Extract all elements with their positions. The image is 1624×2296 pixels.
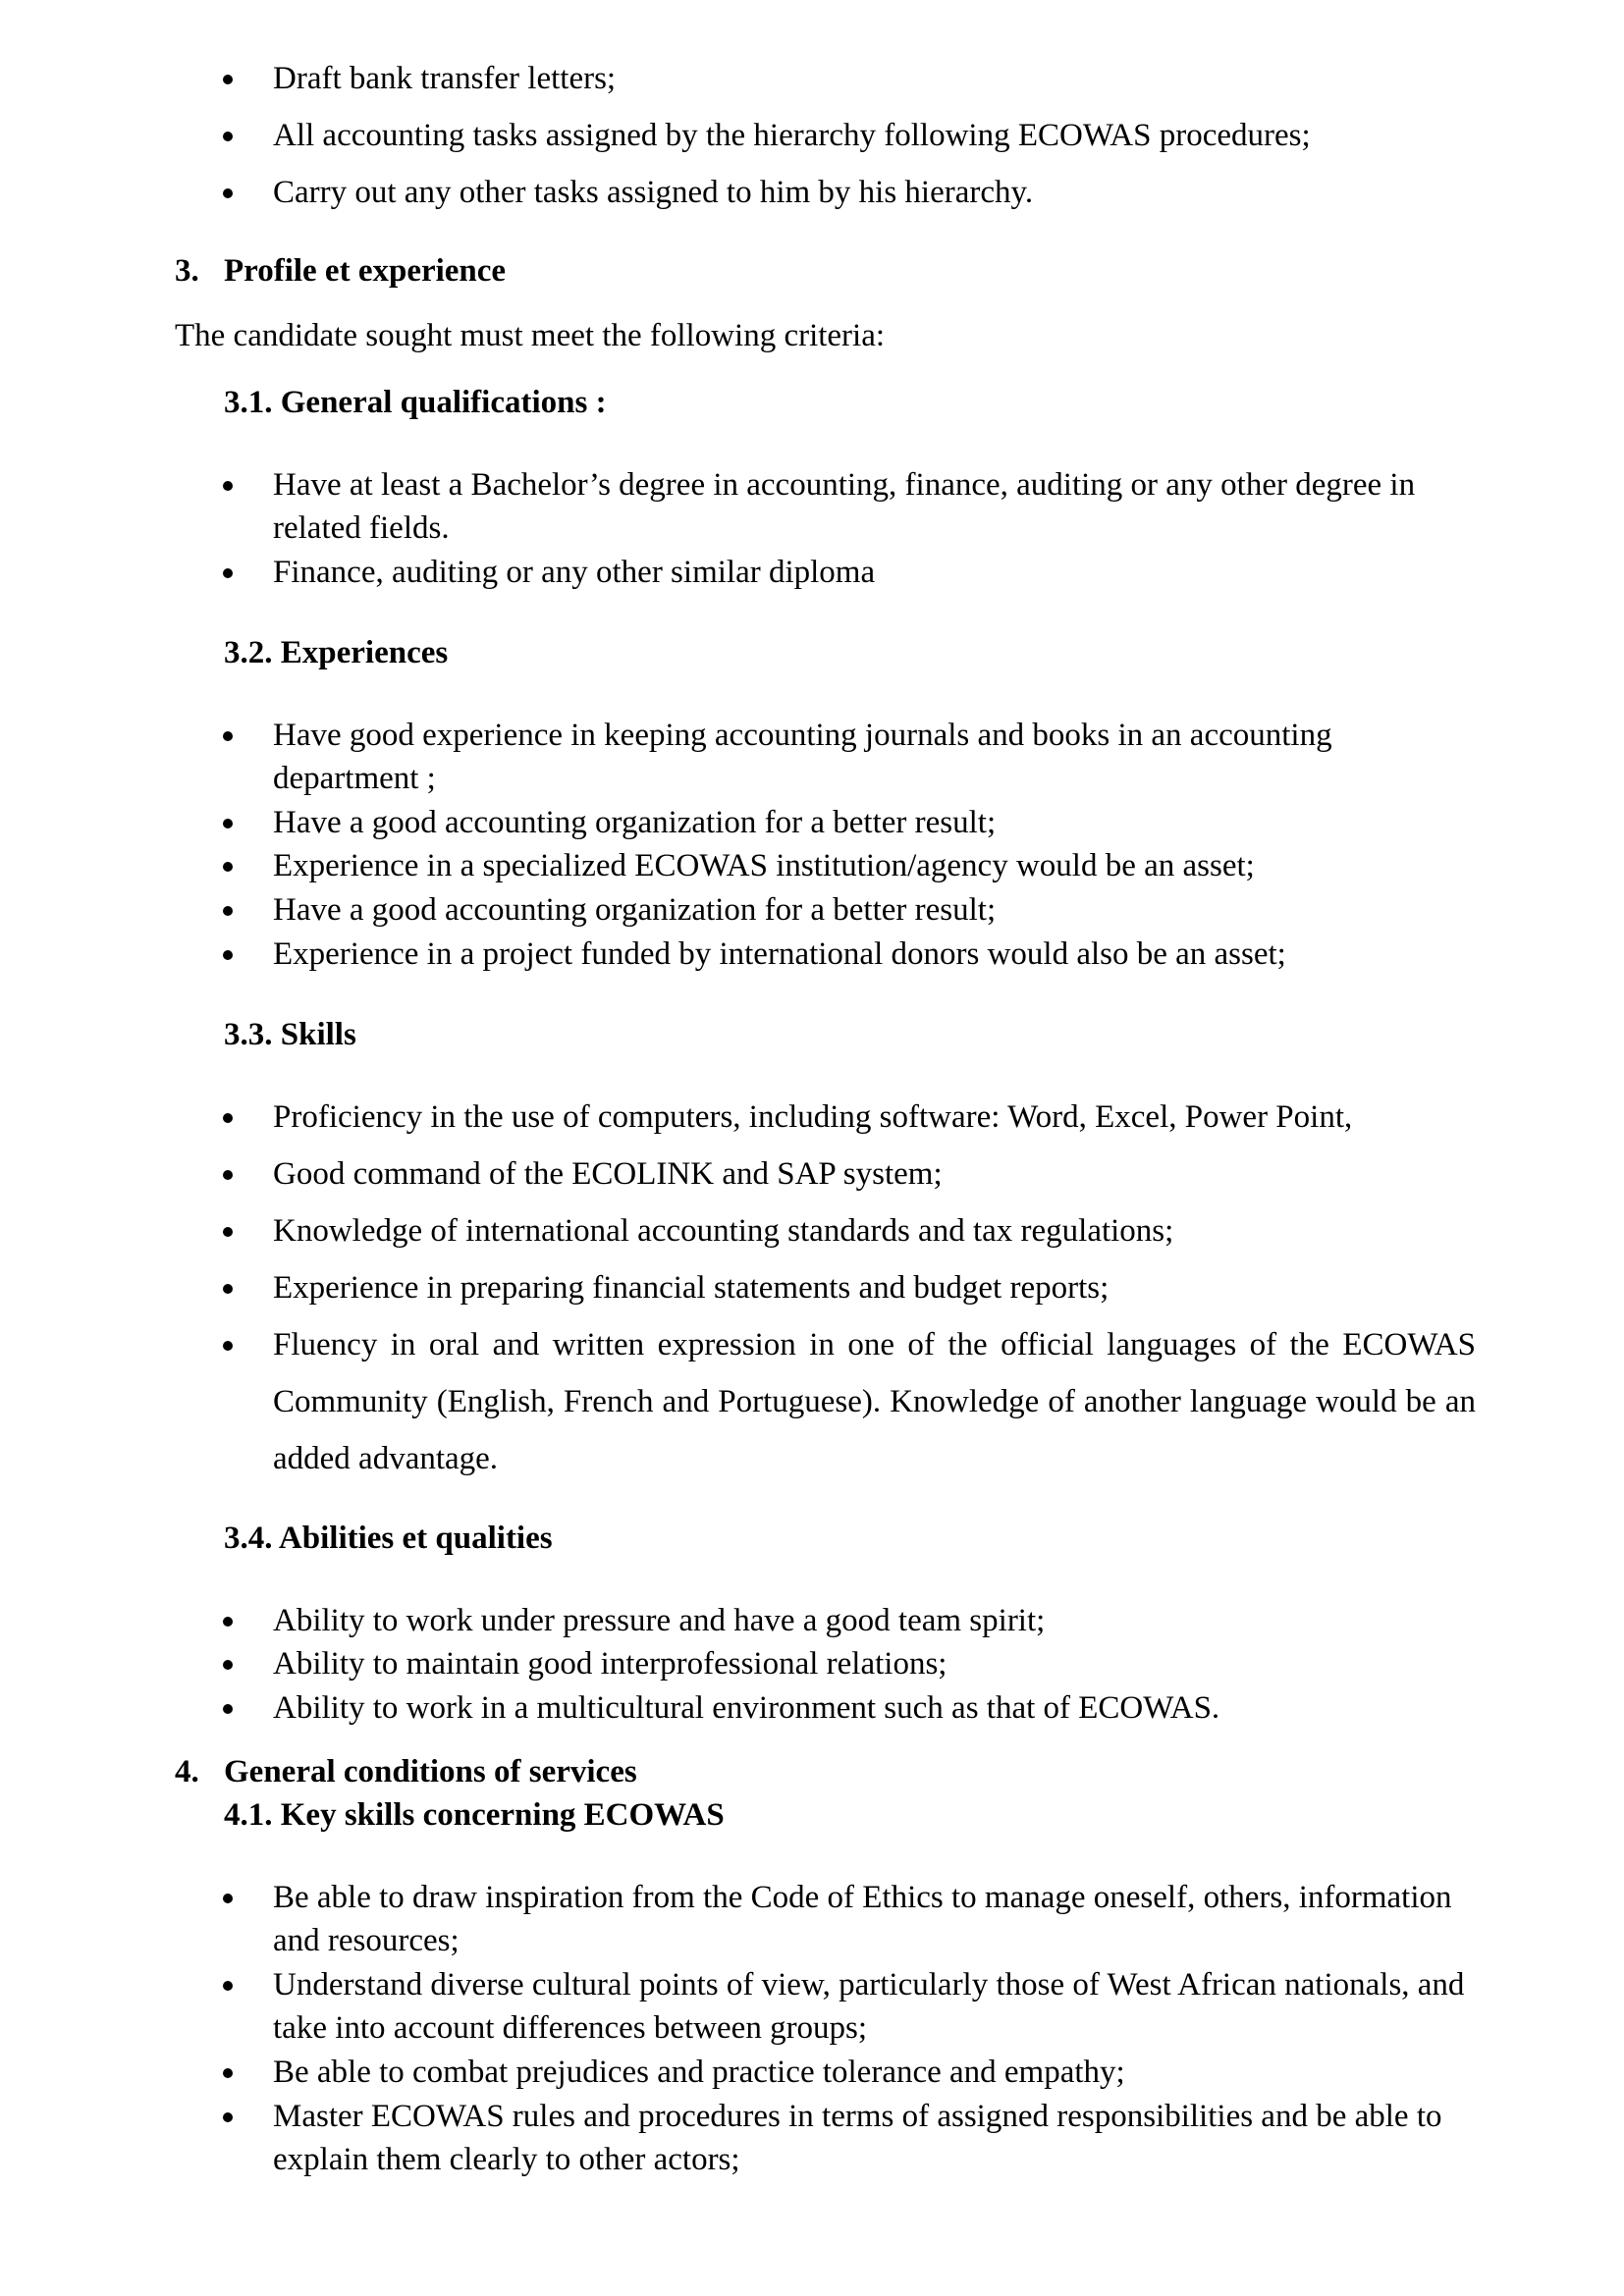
bullet-icon [223, 819, 233, 828]
list-item-text: Finance, auditing or any other similar diploma [273, 555, 876, 590]
bullet-icon [223, 2068, 233, 2078]
list-item-text: Have at least a Bachelor’s degree in accounting, finance, auditing or any other degree in [273, 467, 1416, 503]
subsection-heading: 3.4. Abilities et qualities [224, 1521, 553, 1556]
list-item-text-continued: department ; [273, 761, 436, 796]
list-item-text: Ability to maintain good interprofessional relations; [273, 1646, 947, 1682]
list-item [0, 1095, 1624, 1139]
list-item-text: Be able to combat prejudices and practice tolerance and empathy; [273, 2055, 1125, 2090]
list-item [0, 1963, 1624, 2046]
list-item-text: Knowledge of international accounting standards and tax regulations; [273, 1213, 1174, 1249]
bullet-icon [223, 1617, 233, 1627]
list-item-text-continued: Community (English, French and Portuguese). Knowledge of another language would be an [273, 1384, 1476, 1419]
list-item-text: Proficiency in the use of computers, including software: Word, Excel, Power Point, [273, 1099, 1353, 1135]
bullet-icon [223, 1660, 233, 1670]
list-item [0, 1152, 1624, 1196]
bullet-icon [223, 75, 233, 84]
bullet-icon [223, 2112, 233, 2122]
list-item-text: Have a good accounting organization for a better result; [273, 805, 997, 840]
list-item-text: Fluency in oral and written expression in one of the official languages of the ECOWAS [273, 1327, 1476, 1362]
bullet-icon [223, 1981, 233, 1991]
section-intro: The candidate sought must meet the following criteria: [175, 318, 886, 353]
bullet-icon [223, 950, 233, 960]
bullet-icon [223, 906, 233, 916]
list-item-text-continued: take into account differences between groups; [273, 2010, 868, 2046]
bullet-icon [223, 481, 233, 491]
list-item [0, 463, 1624, 546]
section-title: Profile et experience [224, 253, 507, 289]
list-item [0, 1266, 1624, 1309]
list-item-text: Ability to work under pressure and have a good team spirit; [273, 1603, 1046, 1638]
list-item-text-continued: explain them clearly to other actors; [273, 2142, 740, 2177]
bullet-icon [223, 1894, 233, 1903]
bullet-icon [223, 1113, 233, 1123]
list-item-text: Experience in a project funded by international donors would also be an asset; [273, 936, 1286, 972]
list-item [0, 844, 1624, 887]
section-title: General conditions of services [224, 1754, 637, 1789]
list-item [0, 1642, 1624, 1685]
list-item-text: Be able to draw inspiration from the Code of Ethics to manage oneself, others, information [273, 1880, 1452, 1915]
bullet-icon [223, 568, 233, 578]
bullet-icon [223, 188, 233, 198]
bullet-icon [223, 1704, 233, 1714]
bullet-icon [223, 1341, 233, 1351]
bullet-icon [223, 1227, 233, 1237]
bullet-icon [223, 731, 233, 741]
section-number: 4. [175, 1754, 199, 1789]
list-item-text: Draft bank transfer letters; [273, 61, 617, 96]
subsection-heading: 3.1. General qualifications : [224, 385, 607, 420]
list-item [0, 2051, 1624, 2094]
list-item [0, 1323, 1624, 1476]
list-item [0, 1876, 1624, 1958]
list-item [0, 933, 1624, 976]
list-item-text: Have a good accounting organization for a better result; [273, 892, 997, 928]
list-item-text: Ability to work in a multicultural environment such as that of ECOWAS. [273, 1690, 1220, 1726]
list-item [0, 1686, 1624, 1730]
list-item [0, 801, 1624, 844]
section-number: 3. [175, 253, 199, 289]
list-item-text: Carry out any other tasks assigned to him by his hierarchy. [273, 175, 1034, 210]
list-item [0, 171, 1624, 214]
list-item-text: Experience in a specialized ECOWAS institution/agency would be an asset; [273, 848, 1255, 883]
list-item [0, 2095, 1624, 2177]
subsection-heading: 4.1. Key skills concerning ECOWAS [224, 1797, 725, 1833]
list-item-text-continued: and resources; [273, 1923, 460, 1958]
list-item [0, 714, 1624, 796]
bullet-icon [223, 1170, 233, 1180]
list-item-text: Experience in preparing financial statements and budget reports; [273, 1270, 1110, 1306]
list-item [0, 888, 1624, 932]
list-item [0, 1209, 1624, 1253]
bullet-icon [223, 132, 233, 141]
list-item-text: Have good experience in keeping accounting journals and books in an accounting [273, 718, 1332, 753]
list-item-text-continued: added advantage. [273, 1441, 499, 1476]
section-heading [175, 1750, 960, 1793]
list-item [0, 114, 1624, 157]
list-item-text: All accounting tasks assigned by the hierarchy following ECOWAS procedures; [273, 118, 1311, 153]
list-item [0, 551, 1624, 594]
list-item-text: Understand diverse cultural points of view, particularly those of West African nationals, and [273, 1967, 1465, 2002]
list-item-text: Master ECOWAS rules and procedures in terms of assigned responsibilities and be able to [273, 2099, 1442, 2134]
subsection-heading: 3.3. Skills [224, 1017, 356, 1052]
bullet-icon [223, 1284, 233, 1294]
bullet-icon [223, 862, 233, 872]
subsection-heading: 3.2. Experiences [224, 635, 449, 670]
list-item [0, 57, 1624, 100]
list-item [0, 1599, 1624, 1642]
section-heading [175, 249, 960, 293]
list-item-text-continued: related fields. [273, 510, 450, 546]
list-item-text: Good command of the ECOLINK and SAP system; [273, 1156, 943, 1192]
